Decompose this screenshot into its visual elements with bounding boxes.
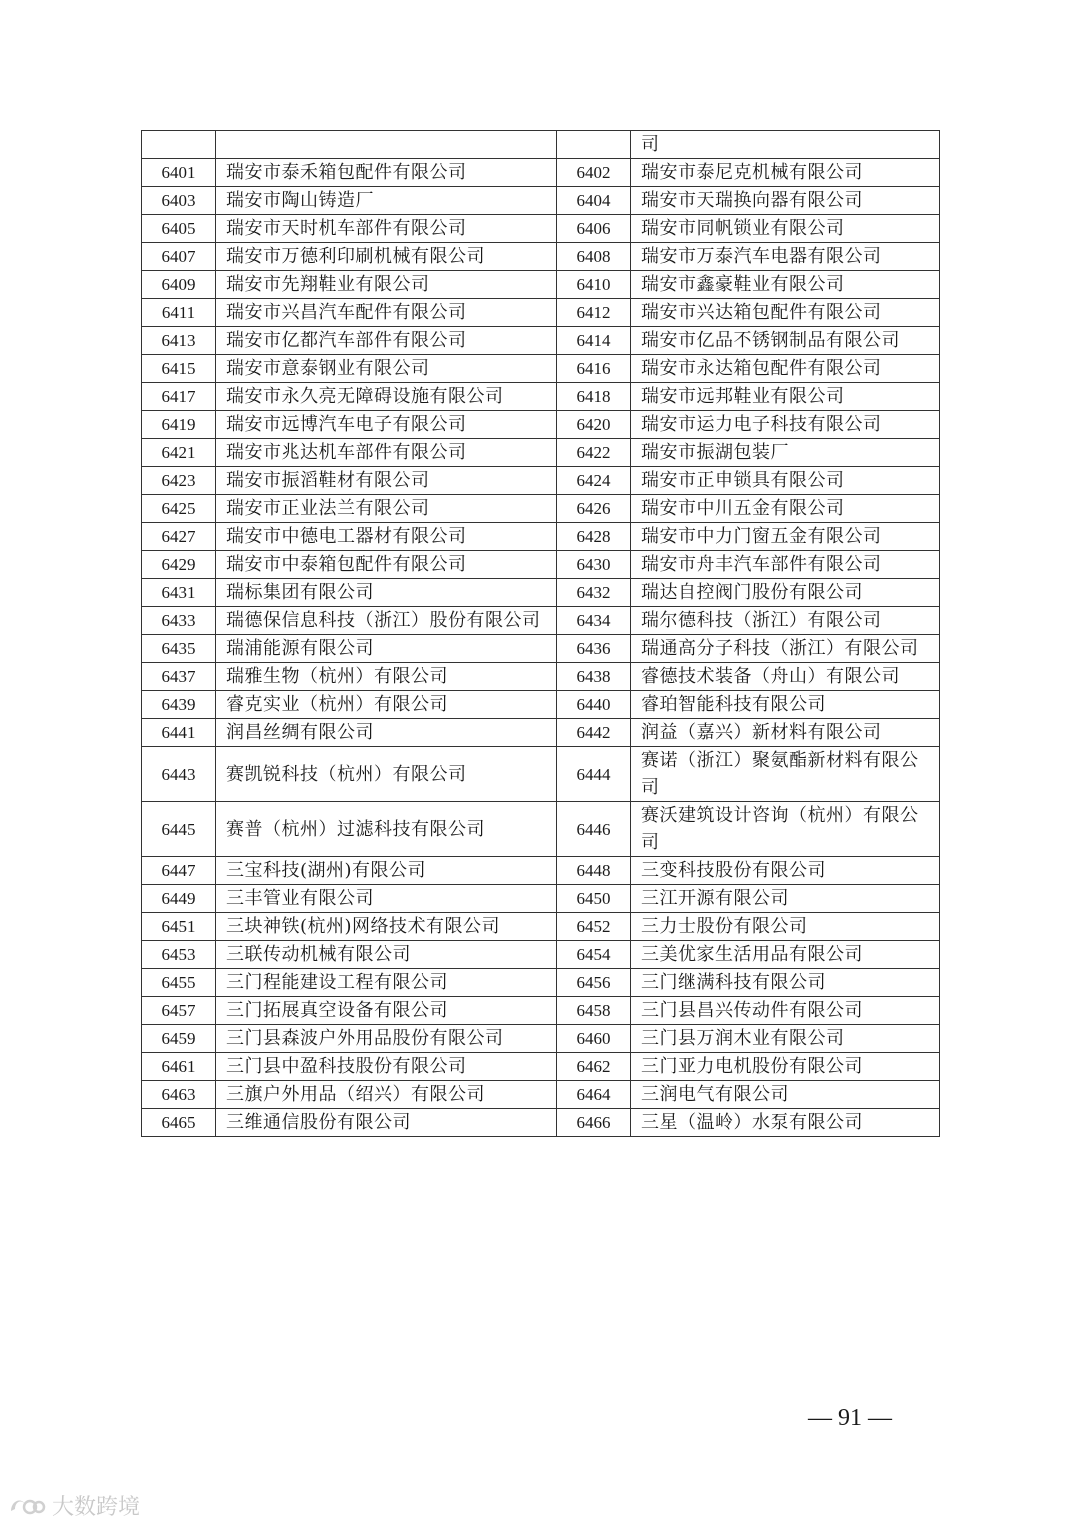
company-name: 三江开源有限公司 bbox=[631, 885, 940, 913]
table-row bbox=[142, 579, 940, 607]
company-number: 6457 bbox=[142, 997, 216, 1025]
company-name: 三维通信股份有限公司 bbox=[216, 1109, 557, 1137]
company-number: 6419 bbox=[142, 411, 216, 439]
company-number: 6436 bbox=[557, 635, 631, 663]
company-name: 瑞安市中力门窗五金有限公司 bbox=[631, 523, 940, 551]
company-number: 6405 bbox=[142, 215, 216, 243]
company-number: 6438 bbox=[557, 663, 631, 691]
company-number: 6431 bbox=[142, 579, 216, 607]
company-number: 6423 bbox=[142, 467, 216, 495]
company-number: 6428 bbox=[557, 523, 631, 551]
company-number: 6458 bbox=[557, 997, 631, 1025]
company-number: 6445 bbox=[142, 802, 216, 857]
company-number: 6459 bbox=[142, 1025, 216, 1053]
company-number: 6460 bbox=[557, 1025, 631, 1053]
company-number: 6443 bbox=[142, 747, 216, 802]
company-name: 三门亚力电机股份有限公司 bbox=[631, 1053, 940, 1081]
company-name: 三变科技股份有限公司 bbox=[631, 857, 940, 885]
company-number: 6444 bbox=[557, 747, 631, 802]
company-name: 瑞安市天时机车部件有限公司 bbox=[216, 215, 557, 243]
company-number: 6435 bbox=[142, 635, 216, 663]
company-number: 6402 bbox=[557, 159, 631, 187]
company-name: 瑞安市远邦鞋业有限公司 bbox=[631, 383, 940, 411]
table-row bbox=[142, 271, 940, 299]
company-number: 6448 bbox=[557, 857, 631, 885]
company-name: 瑞安市亿品不锈钢制品有限公司 bbox=[631, 327, 940, 355]
company-name: 润昌丝绸有限公司 bbox=[216, 719, 557, 747]
company-number: 6437 bbox=[142, 663, 216, 691]
company-number: 6442 bbox=[557, 719, 631, 747]
company-name: 睿珀智能科技有限公司 bbox=[631, 691, 940, 719]
company-number: 6413 bbox=[142, 327, 216, 355]
company-name: 瑞安市正业法兰有限公司 bbox=[216, 495, 557, 523]
company-number: 6424 bbox=[557, 467, 631, 495]
company-name: 三门县万润木业有限公司 bbox=[631, 1025, 940, 1053]
table-row bbox=[142, 691, 940, 719]
company-name: 瑞安市陶山铸造厂 bbox=[216, 187, 557, 215]
table-row bbox=[142, 355, 940, 383]
table-row bbox=[142, 885, 940, 913]
company-number: 6415 bbox=[142, 355, 216, 383]
company-name: 三丰管业有限公司 bbox=[216, 885, 557, 913]
table-row bbox=[142, 159, 940, 187]
company-number: 6429 bbox=[142, 551, 216, 579]
table-row bbox=[142, 523, 940, 551]
company-name: 赛凯锐科技（杭州）有限公司 bbox=[216, 747, 557, 802]
company-name: 瑞标集团有限公司 bbox=[216, 579, 557, 607]
watermark-logo-icon bbox=[8, 1493, 46, 1519]
company-name: 瑞安市泰尼克机械有限公司 bbox=[631, 159, 940, 187]
watermark-text: 大数跨境 bbox=[52, 1495, 141, 1520]
company-number: 6426 bbox=[557, 495, 631, 523]
company-number: 6452 bbox=[557, 913, 631, 941]
company-number: 6401 bbox=[142, 159, 216, 187]
table-row bbox=[142, 383, 940, 411]
table-row bbox=[142, 551, 940, 579]
company-name: 三宝科技(湖州)有限公司 bbox=[216, 857, 557, 885]
company-name: 瑞安市兴昌汽车配件有限公司 bbox=[216, 299, 557, 327]
company-number: 6432 bbox=[557, 579, 631, 607]
company-name: 司 bbox=[631, 131, 940, 159]
table-row bbox=[142, 941, 940, 969]
company-number: 6420 bbox=[557, 411, 631, 439]
company-name: 睿德技术装备（舟山）有限公司 bbox=[631, 663, 940, 691]
table-row bbox=[142, 663, 940, 691]
company-number: 6404 bbox=[557, 187, 631, 215]
company-number: 6403 bbox=[142, 187, 216, 215]
company-number: 6446 bbox=[557, 802, 631, 857]
company-number: 6453 bbox=[142, 941, 216, 969]
company-name: 三块神铁(杭州)网络技术有限公司 bbox=[216, 913, 557, 941]
table-row bbox=[142, 635, 940, 663]
table-row bbox=[142, 327, 940, 355]
company-number: 6412 bbox=[557, 299, 631, 327]
watermark bbox=[8, 1490, 140, 1521]
table-row bbox=[142, 913, 940, 941]
company-number: 6447 bbox=[142, 857, 216, 885]
company-name: 瑞安市万德利印刷机械有限公司 bbox=[216, 243, 557, 271]
company-name bbox=[216, 131, 557, 159]
table-row bbox=[142, 215, 940, 243]
table-row bbox=[142, 411, 940, 439]
company-name: 瑞安市舟丰汽车部件有限公司 bbox=[631, 551, 940, 579]
company-number: 6408 bbox=[557, 243, 631, 271]
company-number: 6417 bbox=[142, 383, 216, 411]
company-name: 瑞安市先翔鞋业有限公司 bbox=[216, 271, 557, 299]
company-name: 三星（温岭）水泵有限公司 bbox=[631, 1109, 940, 1137]
company-name: 三门县中盈科技股份有限公司 bbox=[216, 1053, 557, 1081]
company-name: 三美优家生活用品有限公司 bbox=[631, 941, 940, 969]
company-name: 赛普（杭州）过滤科技有限公司 bbox=[216, 802, 557, 857]
company-name: 瑞安市远博汽车电子有限公司 bbox=[216, 411, 557, 439]
company-number: 6455 bbox=[142, 969, 216, 997]
company-number: 6463 bbox=[142, 1081, 216, 1109]
table-row bbox=[142, 1109, 940, 1137]
company-number: 6422 bbox=[557, 439, 631, 467]
company-name: 三门程能建设工程有限公司 bbox=[216, 969, 557, 997]
company-name: 瑞安市振湖包装厂 bbox=[631, 439, 940, 467]
company-number: 6456 bbox=[557, 969, 631, 997]
company-number: 6462 bbox=[557, 1053, 631, 1081]
table-row bbox=[142, 857, 940, 885]
company-name: 瑞安市正申锁具有限公司 bbox=[631, 467, 940, 495]
company-number: 6430 bbox=[557, 551, 631, 579]
company-name: 瑞安市鑫豪鞋业有限公司 bbox=[631, 271, 940, 299]
table-row bbox=[142, 802, 940, 857]
table-row bbox=[142, 187, 940, 215]
page-number: — 91 — bbox=[808, 1405, 892, 1431]
company-name: 瑞安市亿都汽车部件有限公司 bbox=[216, 327, 557, 355]
company-name: 三门县森波户外用品股份有限公司 bbox=[216, 1025, 557, 1053]
company-name: 三门继满科技有限公司 bbox=[631, 969, 940, 997]
company-name: 赛诺（浙江）聚氨酯新材料有限公司 bbox=[631, 747, 940, 802]
company-name: 润益（嘉兴）新材料有限公司 bbox=[631, 719, 940, 747]
company-number: 6410 bbox=[557, 271, 631, 299]
table-row bbox=[142, 439, 940, 467]
table-row bbox=[142, 495, 940, 523]
company-number: 6416 bbox=[557, 355, 631, 383]
company-number: 6411 bbox=[142, 299, 216, 327]
company-name: 瑞安市泰禾箱包配件有限公司 bbox=[216, 159, 557, 187]
company-name: 瑞安市同帆锁业有限公司 bbox=[631, 215, 940, 243]
company-name: 瑞达自控阀门股份有限公司 bbox=[631, 579, 940, 607]
company-number: 6450 bbox=[557, 885, 631, 913]
company-number: 6439 bbox=[142, 691, 216, 719]
company-number: 6461 bbox=[142, 1053, 216, 1081]
company-name: 瑞安市永达箱包配件有限公司 bbox=[631, 355, 940, 383]
company-number: 6433 bbox=[142, 607, 216, 635]
company-number: 6427 bbox=[142, 523, 216, 551]
table-row bbox=[142, 1053, 940, 1081]
company-name: 三润电气有限公司 bbox=[631, 1081, 940, 1109]
company-name: 瑞安市天瑞换向器有限公司 bbox=[631, 187, 940, 215]
company-name: 睿克实业（杭州）有限公司 bbox=[216, 691, 557, 719]
company-number bbox=[142, 131, 216, 159]
company-number: 6441 bbox=[142, 719, 216, 747]
company-number: 6464 bbox=[557, 1081, 631, 1109]
company-number: 6449 bbox=[142, 885, 216, 913]
company-name: 瑞安市兆达机车部件有限公司 bbox=[216, 439, 557, 467]
table-row bbox=[142, 719, 940, 747]
table-row bbox=[142, 467, 940, 495]
company-number: 6434 bbox=[557, 607, 631, 635]
company-number: 6466 bbox=[557, 1109, 631, 1137]
company-list-table bbox=[141, 130, 940, 1137]
company-name: 瑞通高分子科技（浙江）有限公司 bbox=[631, 635, 940, 663]
company-number: 6440 bbox=[557, 691, 631, 719]
table-row bbox=[142, 243, 940, 271]
table-row bbox=[142, 607, 940, 635]
table-row bbox=[142, 299, 940, 327]
company-list-body bbox=[142, 131, 940, 1137]
company-name: 瑞尔德科技（浙江）有限公司 bbox=[631, 607, 940, 635]
company-name: 三联传动机械有限公司 bbox=[216, 941, 557, 969]
company-number: 6421 bbox=[142, 439, 216, 467]
company-name: 瑞安市运力电子科技有限公司 bbox=[631, 411, 940, 439]
company-name: 瑞浦能源有限公司 bbox=[216, 635, 557, 663]
company-name: 三旗户外用品（绍兴）有限公司 bbox=[216, 1081, 557, 1109]
table-row bbox=[142, 969, 940, 997]
company-number: 6409 bbox=[142, 271, 216, 299]
company-name: 赛沃建筑设计咨询（杭州）有限公司 bbox=[631, 802, 940, 857]
company-name: 瑞安市万泰汽车电器有限公司 bbox=[631, 243, 940, 271]
company-name: 瑞安市意泰钢业有限公司 bbox=[216, 355, 557, 383]
table-row bbox=[142, 131, 940, 159]
company-name: 瑞安市中德电工器材有限公司 bbox=[216, 523, 557, 551]
company-name: 三力士股份有限公司 bbox=[631, 913, 940, 941]
company-name: 三门县昌兴传动件有限公司 bbox=[631, 997, 940, 1025]
table-row bbox=[142, 997, 940, 1025]
company-name: 三门拓展真空设备有限公司 bbox=[216, 997, 557, 1025]
company-number: 6414 bbox=[557, 327, 631, 355]
company-number: 6454 bbox=[557, 941, 631, 969]
company-number: 6425 bbox=[142, 495, 216, 523]
table-row bbox=[142, 1025, 940, 1053]
company-name: 瑞安市永久亮无障碍设施有限公司 bbox=[216, 383, 557, 411]
company-name: 瑞德保信息科技（浙江）股份有限公司 bbox=[216, 607, 557, 635]
company-name: 瑞安市中川五金有限公司 bbox=[631, 495, 940, 523]
company-number: 6465 bbox=[142, 1109, 216, 1137]
company-number: 6406 bbox=[557, 215, 631, 243]
company-name: 瑞安市振滔鞋材有限公司 bbox=[216, 467, 557, 495]
table-row bbox=[142, 747, 940, 802]
company-number: 6418 bbox=[557, 383, 631, 411]
table-row bbox=[142, 1081, 940, 1109]
company-number: 6451 bbox=[142, 913, 216, 941]
company-name: 瑞安市中泰箱包配件有限公司 bbox=[216, 551, 557, 579]
company-name: 瑞雅生物（杭州）有限公司 bbox=[216, 663, 557, 691]
company-number: 6407 bbox=[142, 243, 216, 271]
company-number bbox=[557, 131, 631, 159]
company-name: 瑞安市兴达箱包配件有限公司 bbox=[631, 299, 940, 327]
